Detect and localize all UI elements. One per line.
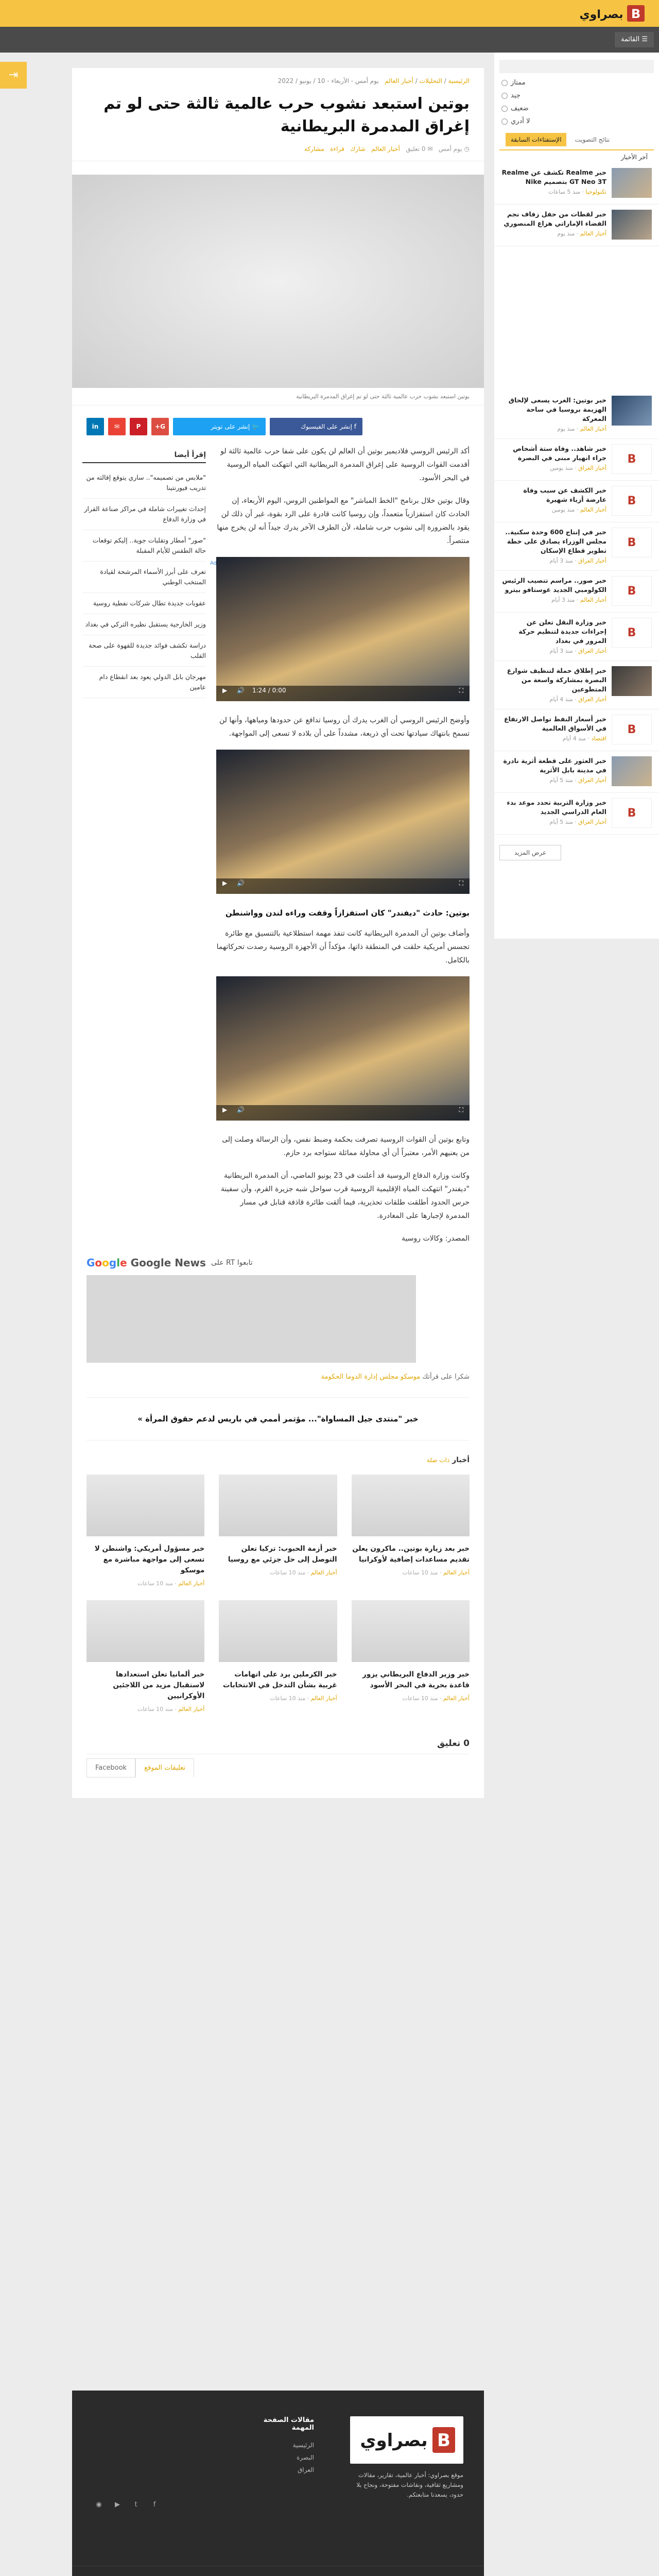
related-image[interactable] [86,1475,204,1536]
news-category[interactable]: أخبار العراق [578,648,606,654]
related-title[interactable]: خبر أزمة الحبوب: تركيا تعلن التوصل إلى حل جزئي مع روسيا [228,1545,337,1564]
news-time: منذ يومين [551,506,575,513]
news-thumbnail[interactable]: B [612,798,652,828]
tab-facebook-comments[interactable]: Facebook [86,1758,135,1777]
comment-icon: ✉ [427,145,433,152]
news-category[interactable]: أخبار العراق [578,777,606,784]
radio-icon[interactable] [501,93,508,99]
article-hero-image [72,175,484,388]
news-time: منذ 3 أيام [551,597,575,603]
news-title[interactable]: خبر صور.. مراسم تنصيب الرئيس الكولومبي الجديد غوستافو بيترو [502,577,606,594]
linkedin-icon[interactable]: in [86,418,104,435]
top-bar [0,0,659,27]
news-thumbnail[interactable]: B [612,528,652,557]
menu-button[interactable] [615,32,654,47]
svg-text:B: B [631,7,641,21]
news-thumbnail[interactable]: B [612,576,652,606]
related-card[interactable]: خبر مسؤول أمريكي: واشنطن لا تسعى إلى مواجهة مباشرة مع موسكو أخبار العالم · منذ 10 ساعات [86,1475,204,1587]
site-logo[interactable] [576,3,648,24]
facebook-icon[interactable]: f [153,2501,156,2509]
news-thumbnail[interactable] [612,666,652,696]
volume-icon[interactable]: 🔊 [237,687,245,694]
related-card[interactable]: خبر ألمانيا تعلن استعدادها لاستقبال مزيد من اللاجئين الأوكرانيين أخبار العالم · منذ 10 ساعات [86,1600,204,1713]
facebook-icon: f [354,423,356,430]
footer-link[interactable]: البصرة [297,2454,314,2461]
news-title[interactable]: خبر شاهد.. وفاة ستة أشخاص جراء انهيار مبنى في البصرة [513,445,606,462]
related-time: منذ 10 ساعات [270,1695,306,1702]
login-icon[interactable]: ⇥ [0,62,27,89]
footer [72,2391,484,2576]
article-read-link[interactable]: قراءة [330,145,344,152]
volume-icon[interactable]: 🔊 [237,1106,245,1113]
related-title[interactable]: خبر مسؤول أمريكي: واشنطن لا تسعى إلى مواجهة مباشرة مع موسكو [94,1545,205,1574]
read-also-title: إقرأ أيضا [82,451,206,463]
footer-links-column [252,2416,314,2476]
related-image[interactable] [352,1600,470,1662]
footer-link[interactable]: العراق [297,2466,314,2473]
radio-icon[interactable] [501,106,508,112]
related-image[interactable] [219,1600,337,1662]
breadcrumb: الرئيسية / التحليلات / أخبار العالم يوم أمس - الأربعاء - 10 / يونيو / 2022 [278,77,470,84]
play-icon[interactable]: ▶ [222,1106,228,1113]
sidebar-news-item[interactable]: خبر لقطات من حفل زفاف نجم الفضاء الإماراتي هزاع المنصوري أخبار العالم · منذ يوم [494,205,659,246]
article-subheading: بوتين: حادث "ديفندر" كان استفزازاً وقفت وراءه لندن وواشنطن [225,908,470,918]
related-category[interactable]: أخبار العالم [443,1569,470,1576]
read-also-item[interactable]: وزير الخارجية يستقبل نظيره التركي في بغداد [82,614,206,635]
article-paragraph: وكانت وزارة الدفاع الروسية قد أعلنت في 23 يونيو الماضي، أن المدمرة البريطانية "ديفندر" انتهكت المياه الإقليمية الروسية قرب سواحل شبه جزيرة القرم، وأن سفينة حرس الحدود أطلقت طلقات تحذيرية، فيما ألقت طائرة قاذفة قنابل في مسار المدمرة لإجبارها على المغادرة. [220,1172,470,1220]
gnews-label: تابعوا RT على [211,1259,253,1267]
news-category[interactable]: أخبار العالم [580,426,606,432]
news-title[interactable]: خبر وزارة التربية تحدد موعد بدء العام الدراسي الجديد [507,799,606,816]
sidebar-news-item[interactable]: B خبر شاهد.. وفاة ستة أشخاص جراء انهيار مبنى في البصرة أخبار العراق · منذ يومين [494,439,659,481]
news-thumbnail[interactable]: B [612,444,652,474]
latest-label: آخر الأخبار [621,154,648,161]
fullscreen-icon[interactable]: ⛶ [459,879,463,887]
news-title[interactable]: خبر Realme تكشف عن Realme GT Neo 3T بتصميم Nike [501,168,606,185]
poll-option[interactable]: جيد [494,89,659,102]
related-category[interactable]: أخبار العالم [310,1569,337,1576]
related-time: منذ 10 ساعات [137,1580,173,1587]
related-title[interactable]: خبر ألمانيا تعلن استعدادها لاستقبال مزيد من اللاجئين الأوكرانيين [113,1670,205,1700]
related-title[interactable]: خبر الكرملين يرد على اتهامات غربية بشأن التدخل في الانتخابات [223,1670,337,1689]
volume-icon[interactable]: 🔊 [237,879,245,887]
related-time: منذ 10 ساعات [402,1569,438,1576]
article-section[interactable]: أخبار العالم [371,145,400,152]
breadcrumb-analysis[interactable]: التحليلات [419,77,442,84]
article-body-wrap [72,445,484,1255]
news-thumbnail[interactable] [612,168,652,198]
pinterest-icon[interactable]: P [130,418,147,435]
related-category[interactable]: أخبار العالم [178,1706,205,1713]
hamburger-icon: ☰ [641,36,648,43]
sidebar-news-item[interactable]: B خبر الكشف عن سبب وفاة عارضة أزياء شهيرة أخبار العالم · منذ يومين [494,481,659,522]
google-news-banner[interactable] [86,1275,416,1363]
related-category[interactable]: أخبار العالم [178,1580,205,1587]
news-title[interactable]: خبر في إنتاج 600 وحدة سكنية.. مجلس الوزراء يصادق على خطة تطوير قطاع الإسكان [505,528,606,554]
related-title[interactable]: خبر بعد زيارة بوتين.. ماكرون يعلن تقديم مساعدات إضافية لأوكرانيا [352,1545,470,1564]
news-category[interactable]: أخبار العالم [580,230,606,237]
sidebar-news-item[interactable]: خبر بوتين: الغرب يسعى لإلحاق الهزيمة بروسيا في ساحة المعركة أخبار العالم · منذ يوم [494,391,659,439]
footer-col-title: مقالات الصفحة المهمة [263,2416,314,2432]
play-icon[interactable]: ▶ [222,687,228,694]
news-time: منذ يوم [557,426,575,432]
related-header: أخبار ذات صلة [426,1456,470,1464]
related-category[interactable]: أخبار العالم [443,1695,470,1702]
footer-social [93,2499,161,2511]
footer-logo-mark [355,2422,458,2458]
email-icon[interactable]: ✉ [108,418,126,435]
article-container [72,68,484,1798]
news-category[interactable]: أخبار العراق [578,819,606,825]
poll-option[interactable]: لا أدري [494,115,659,128]
breadcrumb-home[interactable]: الرئيسية [448,77,470,84]
sidebar-ad-space [494,246,659,391]
sidebar [494,53,659,939]
sidebar-news-item[interactable]: خبر Realme تكشف عن Realme GT Neo 3T بتصميم Nike تكنولوجيا · منذ 5 ساعات [494,163,659,205]
play-icon[interactable]: ▶ [222,879,228,887]
news-title[interactable]: خبر وزارة النقل تعلن عن إجراءات جديدة لتنظيم حركة المرور في بغداد [518,618,606,645]
tab-poll-results[interactable]: نتائج التصويت [575,136,610,143]
twitter-icon: 🐦 [252,423,259,430]
news-time: منذ 3 أيام [549,648,573,654]
share-facebook-button[interactable]: f إنشر على الفيسبوك [270,418,362,435]
tab-previous-polls[interactable]: الإستفتاءات السابقة [506,133,566,146]
news-time: منذ 5 أيام [549,777,573,784]
news-time: منذ 4 أيام [562,735,586,742]
sidebar-news-item[interactable]: B خبر أسعار النفط تواصل الارتفاع في الأسواق العالمية اقتصاد · منذ 4 أيام [494,709,659,751]
news-category[interactable]: تكنولوجيا [585,189,606,195]
ad-label: Ad [210,561,217,566]
read-also-item[interactable]: "صور" أمطار وتقلبات جوية.. إليكم توقعات حالة الطقس للأيام المقبلة [82,530,206,562]
fullscreen-icon[interactable]: ⛶ [459,1106,463,1113]
news-thumbnail[interactable] [612,396,652,426]
news-time: منذ يومين [549,465,573,471]
news-title[interactable]: خبر أسعار النفط تواصل الارتفاع في الأسواق العالمية [504,715,606,732]
news-category[interactable]: أخبار العراق [578,557,606,564]
article-share-link[interactable]: شارك [350,145,366,152]
sidebar-news-item[interactable]: B خبر وزارة النقل تعلن عن إجراءات جديدة لتنظيم حركة المرور في بغداد أخبار العراق · منذ 3 أيام [494,613,659,661]
sidebar-tabs [499,128,654,150]
related-image[interactable] [86,1600,204,1662]
tag-link[interactable]: الدوما [345,1373,362,1381]
related-card[interactable]: خبر الكرملين يرد على اتهامات غربية بشأن التدخل في الانتخابات أخبار العالم · منذ 10 ساعات [219,1600,337,1713]
related-time: منذ 10 ساعات [270,1569,306,1576]
poll-option[interactable]: ضعيف [494,102,659,115]
read-also-box [82,445,206,1255]
google-news-logo[interactable]: Google Google News [86,1257,206,1269]
related-card[interactable]: خبر وزير الدفاع البريطاني يزور قاعدة بحرية في البحر الأسود أخبار العالم · منذ 10 ساعات [352,1600,470,1713]
news-category[interactable]: اقتصاد [591,735,606,742]
video-player[interactable] [210,557,470,701]
comments-header: 0 تعليق [86,1738,470,1754]
tab-site-comments[interactable]: تعليقات الموقع [135,1758,194,1777]
news-title[interactable]: خبر لقطات من حفل زفاف نجم الفضاء الإماراتي هزاع المنصوري [504,210,606,227]
tag-link[interactable]: موسكو [400,1373,421,1381]
sidebar-news-item[interactable]: خبر العثور على قطعة أثرية نادرة في مدينة بابل الأثرية أخبار العراق · منذ 5 أيام [494,751,659,793]
footer-bottom [72,2566,484,2576]
svg-text:بصراوي: بصراوي [579,8,623,21]
breadcrumb-world[interactable]: أخبار العالم [385,77,413,84]
rss-icon[interactable]: ◉ [96,2501,102,2509]
news-title[interactable]: خبر الكشف عن سبب وفاة عارضة أزياء شهيرة [523,486,606,503]
google-news-follow[interactable] [72,1255,484,1275]
read-also-item[interactable]: "ملابس من تصميمه".. ساري يتوقع إقالته من تدريب فيورنتينا [82,467,206,499]
share-twitter-button[interactable]: 🐦 إنشر على تويتر [173,418,266,435]
tags-label: شكرا على قرأتك [422,1373,470,1381]
article-paragraph: وأوضح الرئيس الروسي أن الغرب يدرك أن روسيا تدافع عن حدودها ومياهها، وأنها لن تسمح بانتهاك سيادتها تحت أي ذريعة، مشدداً على أن بلاده لا تسعى إلى المواجهة. [219,716,470,738]
news-time: منذ 3 أيام [549,557,573,564]
article-paragraph: أكد الرئيس الروسي فلاديمير بوتين أن العالم لن يكون على شفا حرب عالمية ثالثة لو أقدمت القوات الروسية على إغراق المدمرة البريطانية التي انتهكت المياه الروسية في البحر الأسود. [220,447,470,482]
article-body [210,445,470,1255]
video-controls[interactable] [216,686,470,701]
breadcrumb-date: يوم أمس - الأربعاء - 10 / يونيو / 2022 [278,77,379,84]
comments-section [72,1713,484,1798]
article-title: بوتين استبعد نشوب حرب عالمية ثالثة حتى لو تم إغراق المدمرة البريطانية [103,95,470,135]
video-time: 0:00 / 1:24 [252,687,286,694]
news-thumbnail[interactable]: B [612,715,652,744]
menu-label: القائمة [620,36,640,43]
news-thumbnail[interactable]: B [612,618,652,648]
related-time: منذ 10 ساعات [402,1695,438,1702]
svg-text:B: B [437,2430,450,2451]
article-comments-count[interactable]: 0 تعليق [406,145,426,152]
article-paragraph: وتابع بوتين أن القوات الروسية تصرفت بحكمة وضبط نفس، وأن الرسالة وصلت إلى من يعنيهم الأمر، معتبراً أن أي محاولة مماثلة ستواجه برد حازم. [222,1136,470,1157]
news-category[interactable]: أخبار العراق [578,696,606,703]
sidebar-news-item[interactable]: B خبر في إنتاج 600 وحدة سكنية.. مجلس الوزراء يصادق على خطة تطوير قطاع الإسكان أخبار العراق · منذ 3 أيام [494,522,659,571]
share-bar [72,405,484,445]
related-image[interactable] [352,1475,470,1536]
news-thumbnail[interactable]: B [612,486,652,516]
related-card[interactable]: خبر أزمة الحبوب: تركيا تعلن التوصل إلى حل جزئي مع روسيا أخبار العالم · منذ 10 ساعات [219,1475,337,1587]
read-also-item[interactable]: عقوبات جديدة تطال شركات نفطية روسية [82,593,206,614]
article-paragraph: وأضاف بوتين أن المدمرة البريطانية كانت تنفذ مهمة استطلاعية بالتنسيق مع طائرة تجسس أمريكية حلقت في المنطقة ذاتها، مؤكداً أن الأجهزة الروسية رصدت تحركاتهما بالكامل. [216,929,470,964]
news-time: منذ 5 أيام [549,819,573,825]
image-caption: بوتين استبعد نشوب حرب عالمية ثالثة حتى لو تم إغراق المدمرة البريطانية [72,388,484,405]
tag-link[interactable]: الحكومة [321,1373,344,1381]
footer-description: موقع بصراوي: أخبار عالمية، تقارير، مقالات ومشاريع ثقافية، ونقاشات مفتوحة، ونجاح بلا حدود، يسعدنا متابعتكم. [356,2471,463,2498]
related-image[interactable] [219,1475,337,1536]
related-time: منذ 10 ساعات [137,1706,173,1713]
article-share-count[interactable]: مشاركة [304,145,324,152]
load-more-button[interactable]: عرض المزيد [499,845,561,860]
radio-icon[interactable] [501,118,508,125]
next-article-link[interactable]: خبر "منتدى جيل المساواة"... مؤتمر أممي في باريس لدعم حقوق المرأة » [86,1397,470,1440]
news-time: منذ يوم [557,230,575,237]
read-also-item[interactable]: إحداث تغييرات شاملة في مراكز صناعة القرار في وزارة الدفاع [82,499,206,530]
news-category[interactable]: أخبار العراق [578,465,606,471]
video-controls[interactable] [216,878,470,894]
news-thumbnail[interactable] [612,756,652,786]
youtube-icon[interactable]: ▶ [115,2501,120,2509]
news-title[interactable]: خبر بوتين: الغرب يسعى لإلحاق الهزيمة بروسيا في ساحة المعركة [508,396,606,422]
radio-icon[interactable] [501,80,508,86]
video-player[interactable] [216,976,470,1121]
news-category[interactable]: أخبار العالم [580,506,606,513]
sidebar-news-item[interactable]: B خبر وزارة التربية تحدد موعد بدء العام الدراسي الجديد أخبار العراق · منذ 5 أيام [494,793,659,835]
tag-link[interactable]: مجلس إدارة [364,1373,398,1381]
related-card[interactable]: خبر بعد زيارة بوتين.. ماكرون يعلن تقديم مساعدات إضافية لأوكرانيا أخبار العالم · منذ 10 ساعات [352,1475,470,1587]
sidebar-news-item[interactable]: خبر إطلاق حملة لتنظيف شوارع البصرة بمشاركة واسعة من المتطوعين أخبار العراق · منذ 4 أيام [494,661,659,709]
clock-icon: ◷ [464,145,470,152]
news-title[interactable]: خبر إطلاق حملة لتنظيف شوارع البصرة بمشاركة واسعة من المتطوعين [507,667,606,693]
footer-link[interactable]: الرئيسية [292,2442,314,2449]
news-thumbnail[interactable] [612,210,652,240]
twitter-icon[interactable]: t [134,2501,137,2509]
poll-option[interactable]: ممتاز [494,76,659,89]
read-also-item[interactable]: دراسة تكشف فوائد جديدة للقهوة على صحة القلب [82,635,206,667]
tags-row [72,1363,484,1386]
news-title[interactable]: خبر العثور على قطعة أثرية نادرة في مدينة بابل الأثرية [503,757,606,774]
nav-bar [0,27,659,53]
comments-tabs [86,1758,470,1777]
sidebar-news-item[interactable]: B خبر صور.. مراسم تنصيب الرئيس الكولومبي الجديد غوستافو بيترو أخبار العالم · منذ 3 أيام [494,571,659,613]
related-title[interactable]: خبر وزير الدفاع البريطاني يزور قاعدة بحرية في البحر الأسود [362,1670,470,1689]
news-time: منذ 4 أيام [549,696,573,703]
poll-title-bar [499,60,654,73]
google-plus-icon[interactable]: G+ [151,418,169,435]
footer-logo[interactable] [350,2416,463,2464]
svg-text:بصراوي: بصراوي [360,2430,428,2451]
video-player[interactable] [216,750,470,894]
article-source: المصدر: وكالات روسية [402,1234,470,1243]
related-grid [72,1469,484,1713]
fullscreen-icon[interactable]: ⛶ [459,687,463,694]
related-category[interactable]: أخبار العالم [310,1695,337,1702]
article-paragraph: وقال بوتين خلال برنامج "الخط المباشر" مع المواطنين الروس، اليوم الأربعاء، إن الحادث كان استفزازياً متعمداً، وإن روسيا كانت قادرة على الرد بقوة، غير أن ذلك لن يقود بالضرورة إلى نشوب حرب شاملة، لأن الطرف الآخر يدرك جيداً أنه لن يخرج منها منتصراً. [217,497,470,545]
video-controls[interactable] [216,1105,470,1121]
article-date: يوم أمس [438,145,462,152]
read-also-item[interactable]: تعرف على أبرز الأسماء المرشحة لقيادة المنتخب الوطني [82,562,206,593]
news-category[interactable]: أخبار العالم [580,597,606,603]
news-time: منذ 5 ساعات [548,189,580,195]
article-meta [72,138,484,161]
read-also-item[interactable]: مهرجان بابل الدولي يعود بعد انقطاع دام عامين [82,667,206,698]
